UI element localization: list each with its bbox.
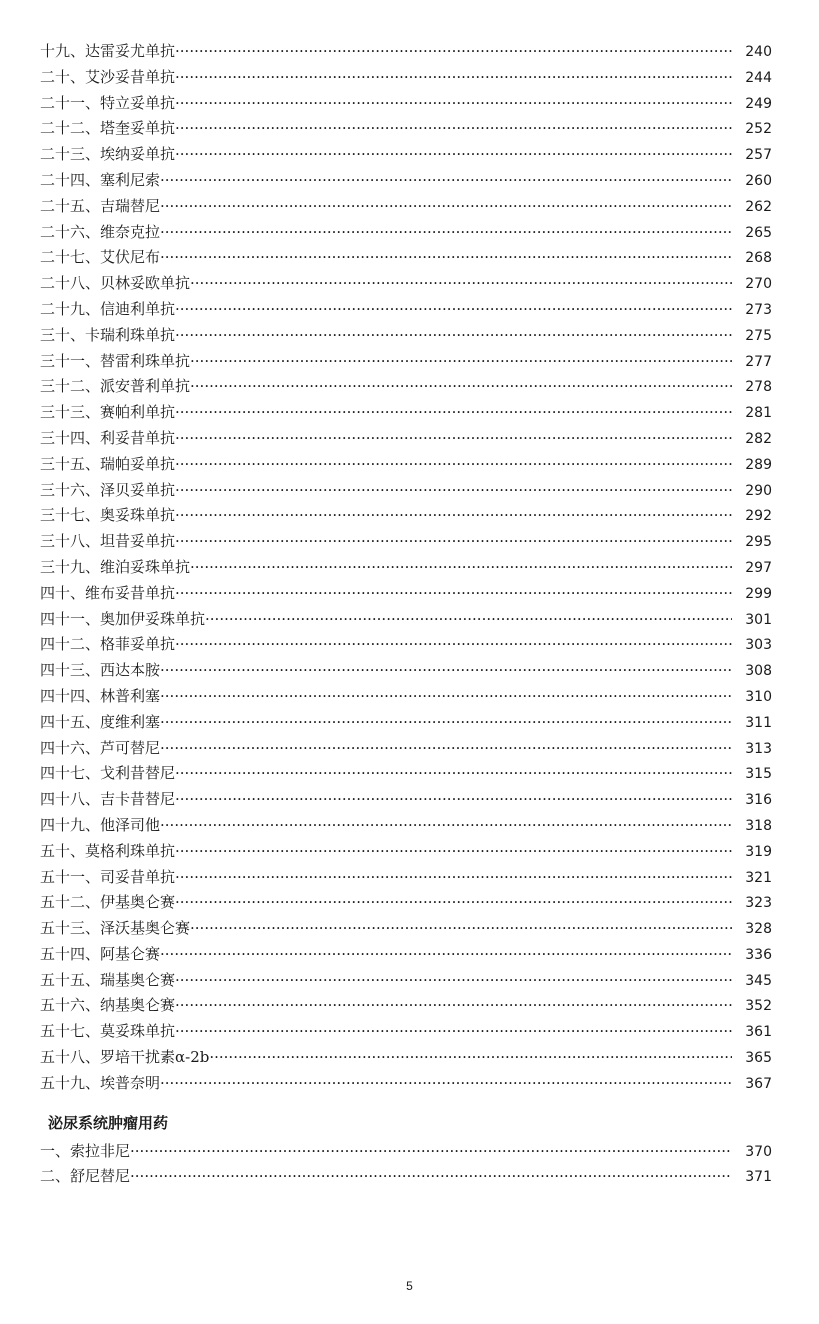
toc-dot-leader — [160, 945, 732, 963]
toc-entry-title: 四十七、戈利昔替尼 — [40, 764, 176, 783]
toc-entry-title: 四十八、吉卡昔替尼 — [40, 790, 176, 809]
toc-entry-page: 328 — [745, 921, 772, 938]
toc-entry-title: 五十八、罗培干扰素α-2b — [40, 1048, 210, 1067]
toc-dot-leader — [190, 352, 732, 370]
toc-entry[interactable] — [40, 556, 772, 582]
toc-dot-leader — [190, 274, 732, 292]
toc-entry-title: 五十七、莫妥珠单抗 — [40, 1022, 176, 1041]
toc-entry-title: 五十五、瑞基奥仑赛 — [40, 970, 176, 989]
toc-entry-page: 273 — [745, 301, 772, 318]
toc-entry-page: 281 — [745, 405, 772, 422]
toc-entry-title: 十九、达雷妥尤单抗 — [40, 42, 176, 60]
toc-entry-title: 四十二、格菲妥单抗 — [40, 635, 176, 654]
toc-entry[interactable] — [40, 1165, 772, 1191]
toc-entry[interactable] — [40, 195, 772, 221]
toc-entry[interactable] — [40, 272, 772, 298]
toc-dot-leader — [175, 971, 732, 989]
toc-dot-leader — [160, 816, 732, 834]
toc-entry-page: 352 — [745, 998, 772, 1015]
toc-entry[interactable] — [40, 169, 772, 195]
toc-entry-page: 308 — [745, 663, 772, 680]
toc-dot-leader — [190, 919, 732, 937]
toc-entry-title: 五十九、埃普奈明 — [40, 1073, 161, 1092]
toc-entry[interactable] — [40, 891, 772, 917]
toc-dot-leader — [205, 610, 732, 628]
toc-entry-page: 367 — [745, 1075, 772, 1092]
toc-entry-title: 三十九、维泊妥珠单抗 — [40, 557, 191, 576]
toc-entry[interactable] — [40, 530, 772, 556]
toc-entry[interactable] — [40, 659, 772, 685]
toc-entry-page: 321 — [745, 869, 772, 886]
toc-entry-title: 四十、维布妥昔单抗 — [40, 583, 176, 602]
toc-dot-leader — [160, 739, 732, 757]
toc-entry-title: 五十四、阿基仑赛 — [40, 944, 161, 963]
toc-entry-page: 319 — [745, 843, 772, 860]
toc-entry-title: 三十、卡瑞利珠单抗 — [40, 325, 176, 344]
toc-dot-leader — [160, 223, 732, 241]
toc-dot-leader — [175, 145, 732, 163]
toc-entry-title: 五十一、司妥昔单抗 — [40, 867, 176, 886]
toc-entry[interactable] — [40, 1140, 772, 1166]
toc-entry[interactable] — [40, 582, 772, 608]
toc-dot-leader — [175, 893, 732, 911]
toc-entry-title: 三十二、派安普利单抗 — [40, 377, 191, 396]
toc-entry-page: 336 — [745, 946, 772, 963]
toc-entry[interactable] — [40, 92, 772, 118]
toc-entry-title: 四十一、奥加伊妥珠单抗 — [40, 609, 206, 628]
toc-entry-page: 323 — [745, 895, 772, 912]
toc-entry-page: 361 — [745, 1024, 772, 1041]
toc-entry-title: 二十五、吉瑞替尼 — [40, 196, 161, 215]
toc-dot-leader — [175, 94, 732, 112]
toc-entry-page: 315 — [745, 766, 772, 783]
toc-entry[interactable] — [40, 814, 772, 840]
toc-entry-title: 二十、艾沙妥昔单抗 — [40, 67, 176, 86]
toc-entry-page: 252 — [745, 121, 772, 138]
toc-dot-leader — [175, 532, 732, 550]
toc-entry-title: 三十五、瑞帕妥单抗 — [40, 454, 176, 473]
toc-dot-leader — [160, 171, 732, 189]
toc-dot-leader — [160, 661, 732, 679]
toc-dot-leader — [175, 68, 732, 86]
toc-entry-page: 260 — [745, 172, 772, 189]
toc-section-list — [40, 1140, 772, 1192]
page-number: 5 — [406, 1279, 413, 1293]
toc-dot-leader — [175, 455, 732, 473]
toc-entry-page: 244 — [745, 69, 772, 86]
toc-dot-leader — [175, 42, 732, 60]
toc-dot-leader — [160, 248, 732, 266]
toc-entry-page: 370 — [745, 1143, 772, 1160]
toc-entry[interactable] — [40, 427, 772, 453]
toc-entry-title: 三十四、利妥昔单抗 — [40, 428, 176, 447]
toc-entry-page: 265 — [745, 224, 772, 241]
toc-entry-title: 四十五、度维利塞 — [40, 712, 161, 731]
toc-dot-leader — [175, 506, 732, 524]
toc-entry-title: 五十二、伊基奥仑赛 — [40, 893, 176, 912]
toc-entry-title: 四十六、芦可替尼 — [40, 738, 161, 757]
toc-entry[interactable] — [40, 917, 772, 943]
toc-entry[interactable] — [40, 453, 772, 479]
toc-entry-page: 295 — [745, 534, 772, 551]
toc-entry-page: 275 — [745, 327, 772, 344]
toc-entry-page: 297 — [745, 559, 772, 576]
toc-entry-title: 四十四、林普利塞 — [40, 686, 161, 705]
toc-entry-page: 318 — [745, 817, 772, 834]
toc-dot-leader — [130, 1142, 732, 1160]
toc-entry-page: 268 — [745, 250, 772, 267]
toc-entry-page: 289 — [745, 456, 772, 473]
toc-entry[interactable] — [40, 737, 772, 763]
toc-entry-title: 三十一、替雷利珠单抗 — [40, 351, 191, 370]
toc-entry[interactable] — [40, 298, 772, 324]
toc-entry-page: 257 — [745, 147, 772, 164]
toc-entry[interactable] — [40, 66, 772, 92]
toc-entry-title: 四十三、西达本胺 — [40, 661, 161, 680]
toc-dot-leader — [175, 764, 732, 782]
toc-entry[interactable] — [40, 1046, 772, 1072]
toc-dot-leader — [175, 790, 732, 808]
toc-entry-title: 二十二、塔奎妥单抗 — [40, 119, 176, 138]
toc-entry[interactable] — [40, 40, 772, 66]
toc-entry-page: 292 — [745, 508, 772, 525]
toc-entry[interactable] — [40, 350, 772, 376]
toc-dot-leader — [175, 326, 732, 344]
toc-dot-leader — [130, 1167, 732, 1185]
toc-entry[interactable] — [40, 633, 772, 659]
toc-entry[interactable] — [40, 479, 772, 505]
toc-entry-title: 三十六、泽贝妥单抗 — [40, 480, 176, 499]
toc-dot-leader — [175, 429, 732, 447]
toc-main-list — [40, 40, 772, 1098]
toc-entry-page: 345 — [745, 972, 772, 989]
toc-dot-leader — [160, 197, 732, 215]
toc-entry-title: 二十八、贝林妥欧单抗 — [40, 274, 191, 293]
toc-entry-page: 270 — [745, 276, 772, 293]
toc-entry[interactable] — [40, 117, 772, 143]
toc-entry[interactable] — [40, 608, 772, 634]
toc-dot-leader — [175, 635, 732, 653]
toc-entry[interactable] — [40, 762, 772, 788]
toc-entry[interactable] — [40, 375, 772, 401]
toc-dot-leader — [209, 1048, 732, 1066]
toc-dot-leader — [160, 1074, 732, 1092]
toc-entry-title: 一、索拉非尼 — [40, 1141, 131, 1160]
toc-entry-title: 二十四、塞利尼索 — [40, 170, 161, 189]
toc-entry[interactable] — [40, 1072, 772, 1098]
toc-entry[interactable] — [40, 504, 772, 530]
toc-entry[interactable] — [40, 1020, 772, 1046]
toc-entry-title: 三十八、坦昔妥单抗 — [40, 532, 176, 551]
section-heading: 泌尿系统肿瘤用药 — [48, 1113, 169, 1132]
toc-dot-leader — [175, 403, 732, 421]
toc-entry-page: 310 — [745, 688, 772, 705]
toc-entry-page: 303 — [745, 637, 772, 654]
toc-dot-leader — [175, 1022, 732, 1040]
toc-entry-page: 249 — [745, 95, 772, 112]
toc-entry-page: 365 — [745, 1050, 772, 1067]
toc-entry-page: 240 — [745, 44, 772, 60]
toc-entry[interactable] — [40, 246, 772, 272]
toc-entry[interactable] — [40, 994, 772, 1020]
toc-dot-leader — [175, 584, 732, 602]
toc-dot-leader — [175, 868, 732, 886]
toc-dot-leader — [160, 687, 732, 705]
toc-entry-title: 四十九、他泽司他 — [40, 815, 161, 834]
toc-entry[interactable] — [40, 324, 772, 350]
toc-entry-title: 二十一、特立妥单抗 — [40, 93, 176, 112]
toc-entry[interactable] — [40, 401, 772, 427]
toc-entry-page: 278 — [745, 379, 772, 396]
toc-dot-leader — [190, 558, 732, 576]
toc-entry[interactable] — [40, 221, 772, 247]
toc-dot-leader — [175, 300, 732, 318]
toc-entry-title: 三十七、奥妥珠单抗 — [40, 506, 176, 525]
toc-entry[interactable] — [40, 866, 772, 892]
toc-dot-leader — [190, 377, 732, 395]
toc-entry[interactable] — [40, 143, 772, 169]
toc-entry-page: 313 — [745, 740, 772, 757]
toc-entry-title: 五十六、纳基奥仑赛 — [40, 996, 176, 1015]
toc-entry-page: 290 — [745, 482, 772, 499]
toc-entry[interactable] — [40, 969, 772, 995]
toc-entry[interactable] — [40, 788, 772, 814]
toc-entry-page: 301 — [745, 611, 772, 628]
toc-entry-page: 262 — [745, 198, 772, 215]
toc-dot-leader — [160, 713, 732, 731]
toc-dot-leader — [175, 119, 732, 137]
toc-entry[interactable] — [40, 943, 772, 969]
toc-entry-page: 316 — [745, 792, 772, 809]
toc-entry-title: 二、舒尼替尼 — [40, 1167, 131, 1186]
toc-entry-title: 二十七、艾伏尼布 — [40, 248, 161, 267]
toc-entry-title: 五十、莫格利珠单抗 — [40, 841, 176, 860]
toc-entry-page: 311 — [745, 714, 772, 731]
table-of-contents — [40, 40, 772, 1191]
toc-entry-page: 277 — [745, 353, 772, 370]
toc-entry-title: 三十三、赛帕利单抗 — [40, 403, 176, 422]
toc-entry-title: 五十三、泽沃基奥仑赛 — [40, 919, 191, 938]
toc-entry-title: 二十九、信迪利单抗 — [40, 299, 176, 318]
toc-entry-page: 371 — [745, 1169, 772, 1186]
toc-dot-leader — [175, 842, 732, 860]
toc-dot-leader — [175, 996, 732, 1014]
toc-entry-page: 299 — [745, 585, 772, 602]
toc-entry[interactable] — [40, 711, 772, 737]
toc-dot-leader — [175, 481, 732, 499]
toc-entry-title: 二十六、维奈克拉 — [40, 222, 161, 241]
toc-entry[interactable] — [40, 840, 772, 866]
toc-entry-title: 二十三、埃纳妥单抗 — [40, 145, 176, 164]
toc-entry[interactable] — [40, 685, 772, 711]
toc-entry-page: 282 — [745, 430, 772, 447]
